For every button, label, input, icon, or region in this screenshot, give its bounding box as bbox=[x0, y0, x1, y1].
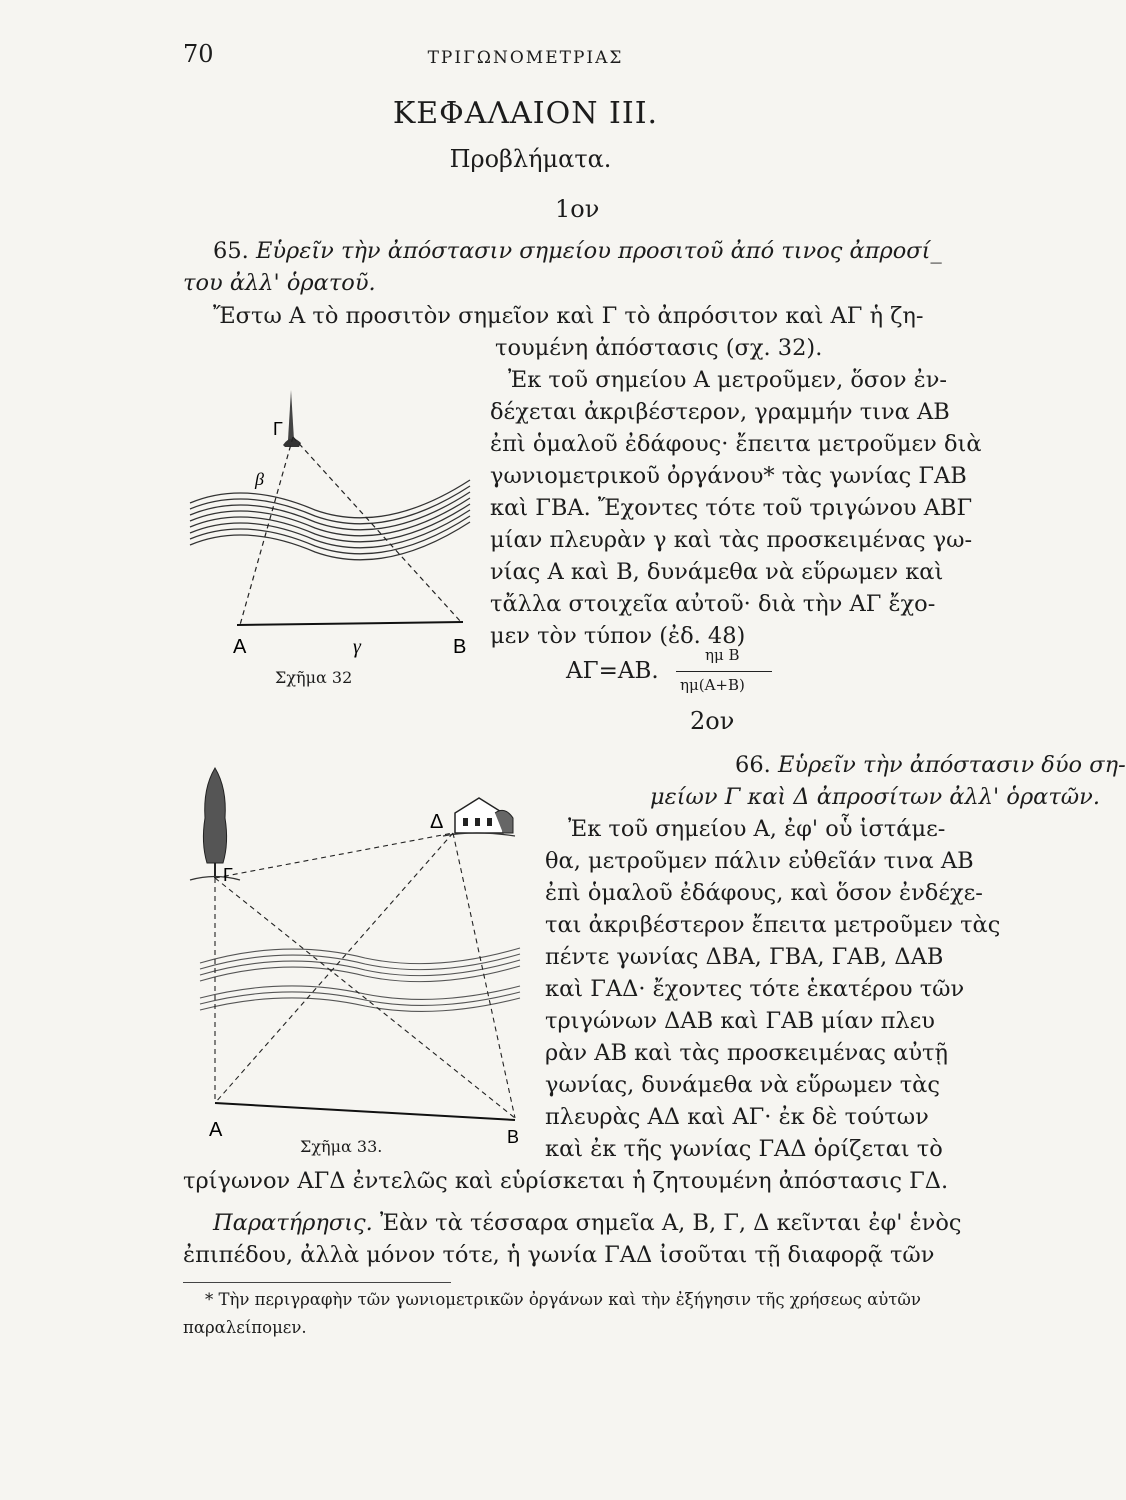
p1-text-line-3: δέχεται ἀκριβέστερον, γραμμήν τινα ΑΒ bbox=[490, 399, 950, 425]
chapter-subtitle: Προβλήματα. bbox=[449, 145, 612, 173]
problem-2-heading: 2ον bbox=[690, 707, 735, 735]
label-a: Α bbox=[233, 636, 247, 658]
remark-label: Παρατήρησις. bbox=[213, 1210, 373, 1236]
problem-1-number: 65. bbox=[213, 238, 249, 264]
label-b: Β bbox=[507, 1127, 520, 1147]
label-gamma-capital: Γ bbox=[273, 419, 283, 439]
p2-full-line-0: τρίγωνον ΑΓΔ ἐντελῶς καὶ εὑρίσκεται ἡ ζητουμένη ἀπόστασις ΓΔ. bbox=[183, 1168, 949, 1194]
label-a: Α bbox=[209, 1119, 223, 1141]
house-icon bbox=[443, 798, 515, 836]
page-number: 70 bbox=[183, 40, 214, 68]
figure-32 bbox=[185, 385, 495, 695]
label-delta: Δ bbox=[430, 811, 444, 833]
p1-text-line-6: καὶ ΓΒΑ. Ἔχοντες τότε τοῦ τριγώνου ΑΒΓ bbox=[490, 495, 973, 521]
baseline-ab bbox=[237, 622, 463, 625]
p2-text-line-6: τριγώνων ΔΑΒ καὶ ΓΑΒ μίαν πλευ bbox=[545, 1008, 935, 1034]
problem-1-statement-line-2: του ἀλλ' ὁρατοῦ. bbox=[183, 270, 376, 296]
label-b: Β bbox=[453, 636, 467, 658]
formula-fraction-bar bbox=[676, 671, 772, 672]
p2-text-line-4: πέντε γωνίας ΔΒΑ, ΓΒΑ, ΓΑΒ, ΔΑΒ bbox=[545, 944, 944, 970]
formula-numerator: ημ Β bbox=[705, 646, 740, 664]
problem-1-heading: 1ον bbox=[555, 195, 600, 223]
p1-text-line-9: τἄλλα στοιχεῖα αὐτοῦ· διὰ τὴν ΑΓ ἔχο- bbox=[490, 591, 936, 617]
figure-33-caption: Σχῆμα 33. bbox=[300, 1137, 383, 1156]
p2-text-line-0: Ἐκ τοῦ σημείου Α, ἐφ' οὗ ἱστάμε- bbox=[568, 816, 946, 842]
footnote-line-1: * Τὴν περιγραφὴν τῶν γωνιομετρικῶν ὀργάνων καὶ τὴν ἐξήγησιν τῆς χρήσεως αὐτῶν bbox=[205, 1290, 921, 1309]
p1-text-line-5: γωνιομετρικοῦ ὀργάνου* τὰς γωνίας ΓΑΒ bbox=[490, 463, 967, 489]
p2-text-line-10: καὶ ἐκ τῆς γωνίας ΓΑΔ ὁρίζεται τὸ bbox=[545, 1136, 943, 1162]
cypress-tree-icon bbox=[190, 768, 240, 880]
label-beta: β bbox=[255, 469, 264, 489]
p1-text-line-0: Ἔστω Α τὸ προσιτὸν σημεῖον καὶ Γ τὸ ἀπρόσιτον καὶ ΑΓ ἡ ζη- bbox=[213, 303, 924, 329]
running-head: ΤΡΙΓΩΝΟΜΕΤΡΙΑΣ bbox=[427, 48, 624, 68]
formula-denominator: ημ(Α+Β) bbox=[680, 676, 745, 694]
remark-line-2: ἐπιπέδου, ἀλλὰ μόνον τότε, ἡ γωνία ΓΑΔ ἰσοῦται τῇ διαφορᾷ τῶν bbox=[183, 1242, 935, 1268]
footnote-rule bbox=[183, 1282, 451, 1283]
p1-text-line-7: μίαν πλευρὰν γ καὶ τὰς προσκειμένας γω- bbox=[490, 527, 973, 553]
p1-text-line-2: Ἐκ τοῦ σημείου Α μετροῦμεν, ὅσον ἐν- bbox=[508, 367, 948, 393]
problem-2-statement-line-1 bbox=[735, 749, 1126, 781]
p2-text-line-2: ἐπὶ ὁμαλοῦ ἐδάφους, καὶ ὅσον ἐνδέχε- bbox=[545, 880, 983, 906]
problem-2-number: 66. bbox=[735, 752, 771, 778]
river-icon bbox=[190, 480, 470, 560]
p2-text-line-1: θα, μετροῦμεν πάλιν εὐθεῖάν τινα ΑΒ bbox=[545, 848, 974, 874]
p2-text-line-5: καὶ ΓΑΔ· ἔχοντες τότε ἑκατέρου τῶν bbox=[545, 976, 965, 1002]
label-gamma-small: γ bbox=[353, 636, 361, 658]
p2-text-line-9: πλευρὰς ΑΔ καὶ ΑΓ· ἐκ δὲ τούτων bbox=[545, 1104, 929, 1130]
p2-text-line-8: γωνίας, δυνάμεθα νὰ εὕρωμεν τὰς bbox=[545, 1072, 940, 1098]
p2-text-line-7: ρὰν ΑΒ καὶ τὰς προσκειμένας αὐτῇ bbox=[545, 1040, 948, 1066]
p1-text-line-10: μεν τὸν τύπον (ἐδ. 48) bbox=[490, 623, 746, 649]
figure-32-caption: Σχῆμα 32 bbox=[275, 668, 353, 687]
line-a-delta bbox=[215, 833, 453, 1103]
problem-1-statement-line-1 bbox=[213, 235, 942, 267]
line-gamma-delta bbox=[215, 833, 453, 878]
chapter-title: ΚΕΦΑΛΑΙΟΝ III. bbox=[392, 96, 659, 131]
figure-33 bbox=[185, 758, 535, 1153]
footnote-line-2: παραλείπομεν. bbox=[183, 1318, 307, 1337]
problem-1-statement: Εὑρεῖν τὴν ἀπόστασιν σημείου προσιτοῦ ἀπό τινος ἀπροσί_ bbox=[255, 238, 942, 264]
p1-text-line-8: νίας Α καὶ Β, δυνάμεθα νὰ εὕρωμεν καὶ bbox=[490, 559, 944, 585]
p2-text-line-3: ται ἀκριβέστερον ἔπειτα μετροῦμεν τὰς bbox=[545, 912, 1001, 938]
remark-line-1 bbox=[213, 1207, 961, 1239]
label-gamma: Γ bbox=[223, 865, 233, 885]
remark-text: Ἐὰν τὰ τέσσαρα σημεῖα Α, Β, Γ, Δ κεῖνται ἐφ' ἑνὸς bbox=[379, 1210, 962, 1236]
p1-text-line-1: τουμένη ἀπόστασις (σχ. 32). bbox=[495, 335, 823, 361]
formula-lhs: ΑΓ=ΑΒ. bbox=[566, 658, 659, 684]
line-b-gamma bbox=[215, 878, 515, 1118]
problem-2-statement-line-2: μείων Γ καὶ Δ ἀπροσίτων ἀλλ' ὁρατῶν. bbox=[650, 784, 1100, 810]
river-icon bbox=[200, 948, 520, 1011]
problem-2-statement: Εὑρεῖν τὴν ἀπόστασιν δύο ση- bbox=[777, 752, 1126, 778]
p1-text-line-4: ἐπὶ ὁμαλοῦ ἐδάφους· ἔπειτα μετροῦμεν διὰ bbox=[490, 431, 982, 457]
baseline-ab bbox=[215, 1103, 515, 1120]
